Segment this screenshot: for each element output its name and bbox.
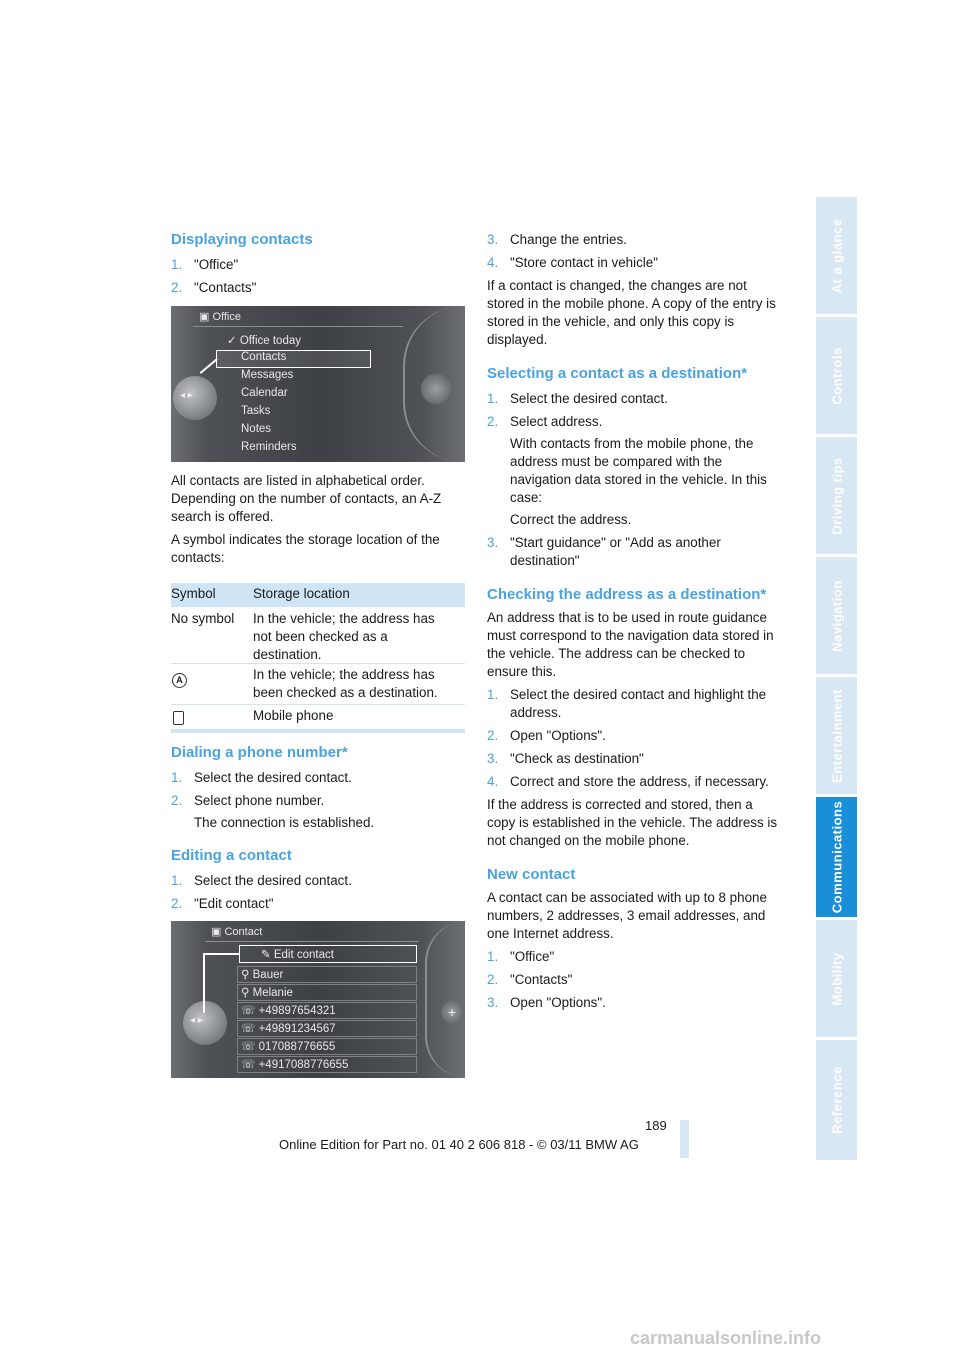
menu-item: ☏ +49897654321 <box>241 1005 336 1017</box>
symbol-cell: No symbol <box>171 611 235 626</box>
list-item <box>487 686 782 722</box>
step-text: "Office" <box>194 257 239 272</box>
page-number: 189 <box>645 1118 667 1133</box>
step-text: Change the entries. <box>510 232 627 247</box>
step-text: "Store contact in vehicle" <box>510 255 658 270</box>
paragraph: A contact can be associated with up to 8 phone numbers, 2 addresses, 3 email addresses, and one Internet address. <box>487 890 767 941</box>
menu-item: ✓ Office today <box>227 335 301 347</box>
step-number: 2. <box>487 972 499 987</box>
location-cell: Mobile phone <box>253 708 334 723</box>
location-cell: In the vehicle; the address has not been checked as a destination. <box>253 611 435 662</box>
paragraph: All contacts are listed in alphabetical order. Depending on the number of contacts, an A-Z search is offered. <box>171 473 442 524</box>
step-number: 1. <box>487 391 499 406</box>
tab-navigation[interactable]: Navigation <box>816 557 857 674</box>
step-number: 3. <box>487 751 499 766</box>
heading-editing-contact: Editing a contact <box>171 847 292 864</box>
step-text: Select phone number. <box>194 793 325 808</box>
tab-reference[interactable]: Reference <box>816 1040 857 1160</box>
step-number: 2. <box>171 280 183 295</box>
bezel-right <box>425 921 465 1078</box>
menu-item: Reminders <box>241 441 297 453</box>
mobile-phone-icon <box>173 711 184 725</box>
menu-item: Tasks <box>241 405 271 417</box>
list-item <box>487 994 782 1012</box>
step-text: Open "Options". <box>510 728 606 743</box>
controller-knob-icon: ◂ ▸ <box>183 1001 227 1045</box>
menu-title: ▣ Contact <box>211 926 263 938</box>
tab-driving-tips[interactable]: Driving tips <box>816 437 857 554</box>
list-item <box>171 872 465 890</box>
step-text: Select the desired contact. <box>194 770 352 785</box>
list-item <box>487 231 782 249</box>
menu-item: ⚲ Melanie <box>241 987 293 999</box>
tab-at-a-glance[interactable]: At a glance <box>816 197 857 314</box>
menu-item: ✎ Edit contact <box>261 949 334 961</box>
tab-controls[interactable]: Controls <box>816 317 857 434</box>
step-number: 2. <box>487 414 499 429</box>
symbol-table <box>171 583 465 733</box>
step-note: With contacts from the mobile phone, the address must be compared with the navigation data stored in the vehicle. In this case: <box>510 436 767 505</box>
navigation-checked-icon: A <box>172 673 187 688</box>
step-text: "Contacts" <box>510 972 573 987</box>
footer-text: Online Edition for Part no. 01 40 2 606 818 - © 03/11 BMW AG <box>279 1137 639 1152</box>
step-number: 4. <box>487 774 499 789</box>
list-item <box>171 256 465 274</box>
column-header: Storage location <box>253 586 350 601</box>
tab-mobility[interactable]: Mobility <box>816 920 857 1037</box>
step-text: Select address. <box>510 414 603 429</box>
step-number: 3. <box>487 995 499 1010</box>
heading-new-contact: New contact <box>487 866 576 883</box>
table-row <box>171 607 465 664</box>
step-number: 1. <box>487 949 499 964</box>
table-row <box>171 705 465 730</box>
step-note: Correct the address. <box>510 512 632 527</box>
list-item <box>487 971 782 989</box>
step-number: 2. <box>171 793 183 808</box>
heading-displaying-contacts: Displaying contacts <box>171 231 313 248</box>
paragraph: If a contact is changed, the changes are not stored in the mobile phone. A copy of the entry is stored in the vehicle, and only this copy is displayed. <box>487 278 776 347</box>
step-text: Select the desired contact. <box>194 873 352 888</box>
controller-knob-icon: ◂ ▸ <box>173 376 217 420</box>
step-text: Select the desired contact. <box>510 391 668 406</box>
column-header: Symbol <box>171 586 216 601</box>
office-menu-screenshot <box>171 306 465 462</box>
location-cell: In the vehicle; the address has been checked as a destination. <box>253 667 438 700</box>
list-item <box>171 769 465 787</box>
list-item <box>487 390 782 408</box>
highlight-box <box>216 350 371 368</box>
menu-item: ⚲ Bauer <box>241 969 284 981</box>
step-number: 2. <box>487 728 499 743</box>
tab-entertainment[interactable]: Entertainment <box>816 677 857 794</box>
list-item <box>171 792 465 810</box>
step-text: "Office" <box>510 949 555 964</box>
paragraph: An address that is to be used in route guidance must correspond to the navigation data stored in the vehicle. The address can be checked to ensure this. <box>487 610 774 679</box>
list-item <box>487 750 782 768</box>
paragraph: If the address is corrected and stored, then a copy is established in the vehicle. The address is not changed on the mobile phone. <box>487 797 778 848</box>
menu-item: Calendar <box>241 387 288 399</box>
table-header <box>171 583 465 607</box>
menu-item: ☏ +49891234567 <box>241 1023 336 1035</box>
right-button-icon <box>421 374 451 404</box>
step-text: Select the desired contact and highlight the address. <box>510 687 767 720</box>
page-marker <box>680 1120 689 1158</box>
step-number: 1. <box>487 687 499 702</box>
menu-item: ☏ 017088776655 <box>241 1041 336 1053</box>
callout-line <box>203 953 205 1013</box>
plus-button-icon: + <box>441 1001 463 1023</box>
step-text: Open "Options". <box>510 995 606 1010</box>
step-text: Correct and store the address, if necessary. <box>510 774 769 789</box>
menu-item: Contacts <box>241 351 287 363</box>
step-number: 4. <box>487 255 499 270</box>
list-item <box>487 534 782 570</box>
step-number: 1. <box>171 257 183 272</box>
list-item <box>487 254 782 272</box>
list-item <box>487 727 782 745</box>
step-text: "Start guidance" or "Add as another destination" <box>510 535 721 568</box>
menu-item: Notes <box>241 423 272 435</box>
menu-title: ▣ Office <box>199 311 241 323</box>
step-text: "Check as destination" <box>510 751 644 766</box>
menu-item: ☏ +4917088776655 <box>241 1059 349 1071</box>
watermark: carmanualsonline.info <box>630 1328 822 1348</box>
callout-line <box>203 953 239 955</box>
list-item <box>487 773 782 791</box>
step-note: The connection is established. <box>194 815 375 830</box>
title-divider <box>193 326 403 327</box>
heading-selecting-destination: Selecting a contact as a destination* <box>487 365 748 382</box>
list-item <box>487 413 782 431</box>
heading-checking-address: Checking the address as a destination* <box>487 586 767 603</box>
tab-communications[interactable]: Communications <box>816 797 857 917</box>
step-number: 2. <box>171 896 183 911</box>
step-number: 1. <box>171 770 183 785</box>
step-text: "Edit contact" <box>194 896 274 911</box>
list-item <box>171 279 465 297</box>
step-number: 3. <box>487 232 499 247</box>
list-item <box>487 948 782 966</box>
menu-item: Messages <box>241 369 294 381</box>
paragraph: A symbol indicates the storage location of the contacts: <box>171 532 440 565</box>
title-divider <box>205 941 419 942</box>
step-number: 3. <box>487 535 499 550</box>
list-item <box>171 895 465 913</box>
step-text: "Contacts" <box>194 280 257 295</box>
table-row <box>171 664 465 705</box>
contact-menu-screenshot <box>171 921 465 1078</box>
heading-dialing: Dialing a phone number* <box>171 744 348 761</box>
step-number: 1. <box>171 873 183 888</box>
